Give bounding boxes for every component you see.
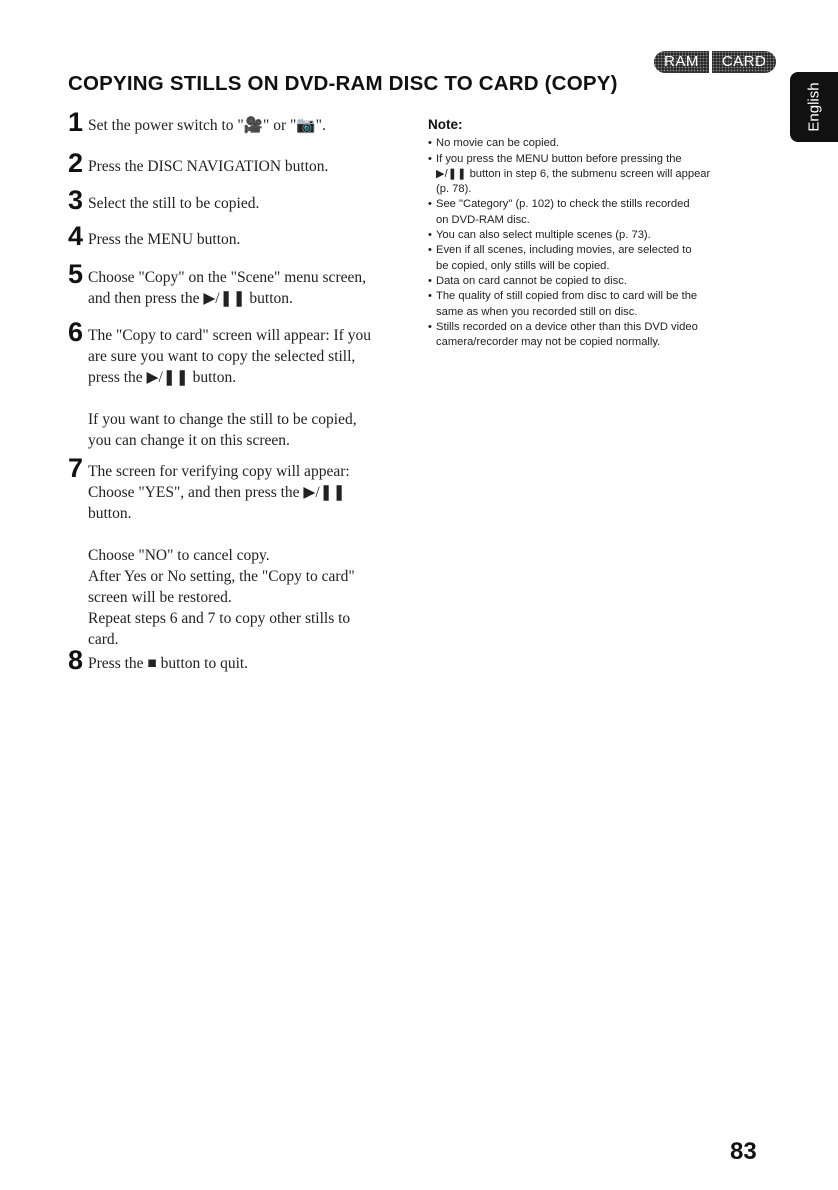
step-text: Choose "Copy" on the "Scene" menu screen, and then press the ▶/❚❚ button. [88, 269, 366, 307]
step-number: 8 [68, 645, 84, 675]
note-item: • Stills recorded on a device other than this DVD video camera/recorder may not be copied normally. [428, 320, 788, 351]
step-5 [68, 259, 408, 309]
note-item: • The quality of still copied from disc to card will be the same as when you recorded still on disc. [428, 289, 788, 320]
step-8 [68, 645, 408, 675]
step-text: The "Copy to card" screen will appear: If you are sure you want to copy the selected still, press the ▶/❚❚ button. [88, 327, 371, 386]
page-title: COPYING STILLS ON DVD-RAM DISC TO CARD (COPY) [68, 72, 618, 95]
note-item: • You can also select multiple scenes (p. 73). [428, 228, 788, 243]
step-subtext: Choose "NO" to cancel copy. After Yes or No setting, the "Copy to card" screen will be restored. Repeat steps 6 and 7 to copy other stills to card. [88, 547, 355, 648]
step-text: Press the MENU button. [88, 231, 241, 248]
media-badges [654, 51, 776, 73]
note-item: • Data on card cannot be copied to disc. [428, 274, 788, 289]
step-number: 6 [68, 317, 84, 347]
step-number: 4 [68, 221, 84, 251]
step-2 [68, 148, 408, 178]
step-text: The screen for verifying copy will appear: Choose "YES", and then press the ▶/❚❚ button. [88, 463, 350, 522]
step-3 [68, 185, 408, 215]
step-number: 2 [68, 148, 84, 178]
step-1 [68, 107, 408, 137]
step-text: Select the still to be copied. [88, 195, 260, 212]
step-7 [68, 453, 408, 650]
step-number: 5 [68, 259, 84, 289]
language-tab [790, 72, 838, 142]
ram-badge: RAM [654, 51, 709, 73]
note-item: • See "Category" (p. 102) to check the stills recorded on DVD-RAM disc. [428, 197, 788, 228]
note-item: • No movie can be copied. [428, 136, 788, 151]
step-text: Press the DISC NAVIGATION button. [88, 158, 329, 175]
note-title: Note: [428, 117, 463, 132]
note-item: • Even if all scenes, including movies, are selected to be copied, only stills will be copied. [428, 243, 788, 274]
step-number: 7 [68, 453, 84, 483]
card-badge: CARD [712, 51, 777, 73]
step-number: 3 [68, 185, 84, 215]
note-list [428, 136, 788, 350]
step-6 [68, 317, 408, 451]
step-text: Set the power switch to "🎥" or "📷". [88, 117, 326, 134]
note-box [428, 117, 788, 350]
page-number: 83 [730, 1138, 757, 1165]
step-number: 1 [68, 107, 84, 137]
step-text: Press the ■ button to quit. [88, 655, 249, 672]
language-tab-label: English [805, 82, 823, 132]
step-subtext: If you want to change the still to be copied, you can change it on this screen. [88, 411, 357, 449]
note-item: • If you press the MENU button before pressing the ▶/❚❚ button in step 6, the submenu screen will appear (p. 78). [428, 152, 788, 198]
step-4 [68, 221, 408, 251]
